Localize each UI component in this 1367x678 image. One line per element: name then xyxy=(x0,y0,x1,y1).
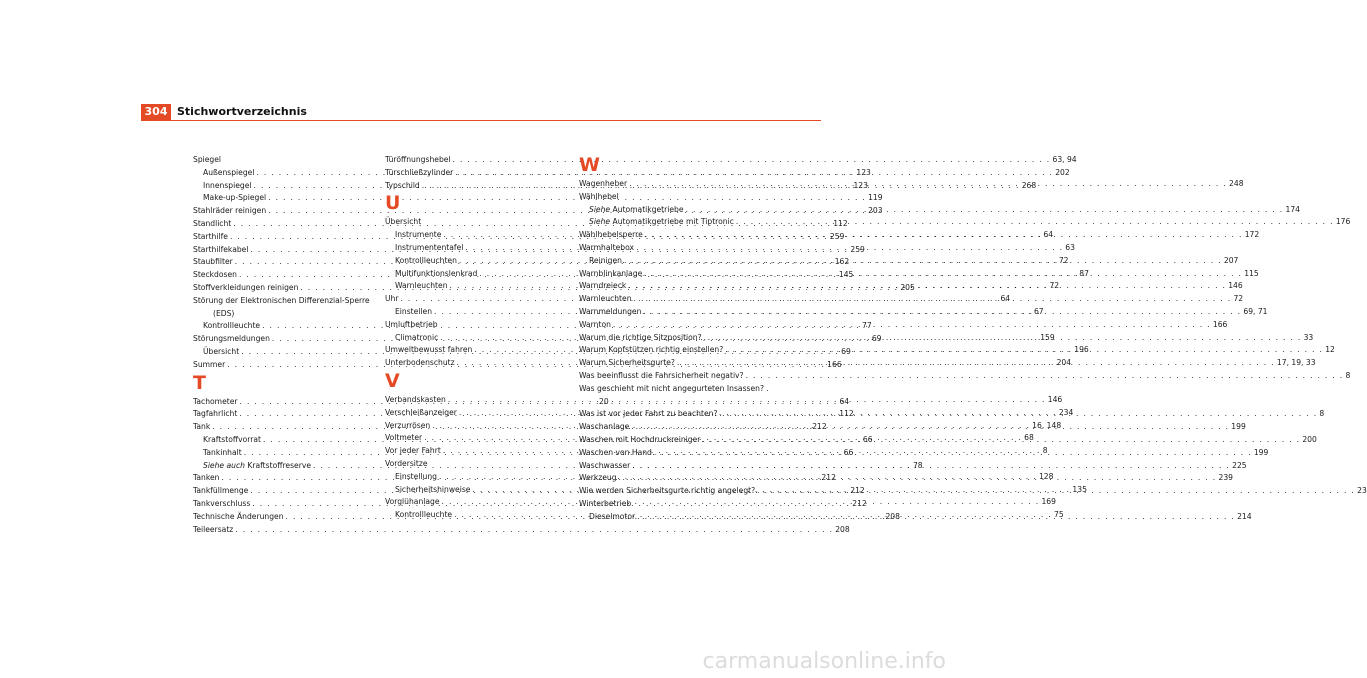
entry-term xyxy=(193,244,248,257)
entry-term xyxy=(193,485,248,498)
entry-term-text: Starthilfekabel xyxy=(193,244,249,254)
index-group-heading: Störung der Elektronischen Differenzial-Sperre xyxy=(193,295,370,305)
entry-term xyxy=(385,432,422,445)
entry-term xyxy=(589,511,635,524)
entry-term xyxy=(395,268,477,281)
index-group-heading: Wählhebel xyxy=(579,191,619,201)
entry-term xyxy=(579,447,652,460)
entry-page-number: 199 xyxy=(1231,422,1246,432)
entry-term xyxy=(385,180,420,193)
dot-leader xyxy=(630,460,1232,473)
entry-page-number: 8 xyxy=(1345,370,1351,380)
index-wrapped-line: 20 xyxy=(599,396,609,406)
entry-term xyxy=(385,293,399,306)
entry-term-text: Warnblinkanlage xyxy=(579,268,643,278)
dot-leader xyxy=(675,357,1277,370)
entry-page-number: 72 xyxy=(1049,281,1060,291)
entry-page-number: 202 xyxy=(1055,167,1070,177)
entry-page-number: 72 xyxy=(1233,294,1244,304)
entry-page-number: 123 xyxy=(853,180,868,190)
entry-term-text: Starthilfe xyxy=(193,231,228,241)
entry-term xyxy=(579,370,744,383)
entry-term-text: Steckdosen xyxy=(193,270,237,280)
entry-term-text: Stahlräder reinigen xyxy=(193,206,267,216)
entry-page-number: 166 xyxy=(1212,319,1228,329)
entry-page-number: 169 xyxy=(1041,497,1056,507)
entry-term-text: Multifunktionslenkrad xyxy=(395,268,478,278)
entry-term-text: Außenspiegel xyxy=(203,167,255,177)
entry-term-text: Dieselmotor xyxy=(589,511,636,521)
entry-term xyxy=(193,359,225,372)
entry-term-text: Umweltbewusst fahren xyxy=(385,345,473,355)
entry-term-text: Uhr xyxy=(385,294,399,304)
entry-term xyxy=(203,434,261,447)
entry-page-number: 69 xyxy=(871,334,882,344)
entry-page-number: 212 xyxy=(850,486,865,496)
entry-term-text: Unterbodenschutz xyxy=(385,358,455,368)
index-group-heading: Spiegel xyxy=(193,155,222,164)
index-group-heading: Übersicht xyxy=(385,217,422,227)
entry-page-number: 234 xyxy=(1058,407,1074,417)
entry-term-text: Verschleißanzeiger xyxy=(385,407,457,417)
entry-term xyxy=(579,178,627,191)
entry-term-text: Einstellen xyxy=(395,306,433,316)
entry-term-text: Tankinhalt xyxy=(203,447,242,457)
entry-page-number: 199 xyxy=(1253,447,1269,457)
dot-leader xyxy=(702,332,1304,345)
entry-term xyxy=(395,332,438,345)
header-rule xyxy=(141,120,821,121)
entry-term xyxy=(579,421,629,434)
entry-term-text: Warum die richtige Sitzposition? xyxy=(579,332,702,342)
entry-term-text: Technische Änderungen xyxy=(193,511,284,521)
entry-page-number: 33 xyxy=(1303,332,1314,342)
entry-page-number: 208 xyxy=(835,524,850,534)
entry-page-number: 174 xyxy=(1285,204,1300,214)
entry-term-text: Was beeinflusst die Fahrsicherheit negativ? xyxy=(579,370,744,380)
entry-term-text: Waschwasser xyxy=(579,460,631,470)
entry-page-number: 64 xyxy=(1000,294,1011,304)
dot-leader xyxy=(629,421,1231,434)
entry-term xyxy=(579,268,642,281)
entry-term xyxy=(193,524,233,537)
entry-term-text: Vorglühanlage xyxy=(385,497,440,507)
dot-leader xyxy=(627,178,1229,191)
entry-page-number: 207 xyxy=(1223,255,1239,265)
entry-term xyxy=(579,229,643,242)
entry-page-number: 8 xyxy=(1319,409,1325,419)
entry-page-number: 72 xyxy=(1058,255,1069,265)
entry-term xyxy=(193,472,219,485)
index-letter-heading: V xyxy=(385,369,400,392)
entry-term xyxy=(385,445,441,458)
entry-term-text: Automatikgetriebe mit Tiptronic xyxy=(612,217,734,227)
entry-page-number: 212 xyxy=(821,473,836,483)
entry-term xyxy=(385,344,472,357)
entry-term-text: Vor jeder Fahrt xyxy=(385,446,441,456)
entry-page-number: 67 xyxy=(1033,306,1044,316)
entry-term xyxy=(193,256,233,269)
entry-term xyxy=(579,319,611,332)
dot-leader xyxy=(643,229,1245,242)
entry-page-number: 172 xyxy=(1244,230,1260,240)
entry-term-text: Was ist vor jeder Fahrt zu beachten? xyxy=(579,409,718,419)
entry-term xyxy=(385,357,455,370)
entry-term xyxy=(395,229,441,242)
entry-term-text: Voltmeter xyxy=(385,433,423,443)
entry-term-text: Instrumententafel xyxy=(395,242,464,252)
entry-page-number: 112 xyxy=(833,218,848,228)
entry-term xyxy=(193,282,298,295)
index-entry xyxy=(193,524,850,537)
entry-term xyxy=(579,344,723,357)
entry-page-number: 162 xyxy=(834,257,850,267)
index-entry xyxy=(385,154,1077,167)
entry-term xyxy=(203,320,260,333)
entry-term-text: Waschen mit Hochdruckreiniger xyxy=(579,434,701,444)
entry-term xyxy=(385,407,457,420)
entry-page-number: 204 xyxy=(1056,358,1072,368)
entry-page-number: 66 xyxy=(862,434,873,444)
entry-term-text: Kontrollleuchte xyxy=(395,510,453,520)
entry-page-number: 225 xyxy=(1232,460,1247,470)
dot-leader xyxy=(755,485,1357,498)
entry-term xyxy=(385,394,446,407)
index-wrapped-line: (EDS) xyxy=(213,308,235,318)
entry-term xyxy=(203,346,239,359)
entry-page-number: 214 xyxy=(1237,511,1252,521)
entry-term-text: Make-up-Spiegel xyxy=(203,193,267,203)
entry-term xyxy=(579,434,700,447)
entry-term xyxy=(589,216,734,229)
entry-term-text: Standlicht xyxy=(193,218,232,228)
entry-page-number: 200 xyxy=(1302,434,1317,444)
entry-term xyxy=(203,447,242,460)
entry-term-text: Einstellung xyxy=(395,471,437,481)
entry-term-text: Sicherheitshinweise xyxy=(395,484,471,494)
entry-term xyxy=(385,154,451,167)
entry-page-number: 64 xyxy=(1043,230,1054,240)
dot-leader xyxy=(652,447,1254,460)
entry-term xyxy=(395,484,470,497)
dot-leader xyxy=(635,511,1237,524)
entry-term xyxy=(385,420,430,433)
entry-term xyxy=(395,255,457,268)
dot-leader xyxy=(734,216,1336,229)
entry-term xyxy=(589,255,622,268)
entry-term-text: Verzurrösen xyxy=(385,420,431,430)
entry-page-number: 8 xyxy=(1042,446,1048,456)
entry-page-number: 87 xyxy=(1079,268,1089,278)
entry-page-number: 203 xyxy=(868,206,883,216)
index-group-heading: Umluftbetrieb xyxy=(385,319,438,329)
entry-term-text: Tankverschluss xyxy=(193,498,251,508)
entry-term-text: Waschanlage xyxy=(579,422,630,432)
entry-page-number: 69, 71 xyxy=(1243,306,1268,316)
entry-term xyxy=(579,472,617,485)
entry-page-number: 23 xyxy=(1357,486,1367,496)
entry-term xyxy=(589,204,684,217)
entry-term-text: Climatronic xyxy=(395,332,439,342)
entry-term-text: Tanken xyxy=(193,473,220,483)
entry-page-number: 115 xyxy=(1244,268,1259,278)
dot-leader xyxy=(611,319,1213,332)
dot-leader xyxy=(233,524,835,537)
entry-page-number: 146 xyxy=(1228,281,1243,291)
entry-term-text: Summer xyxy=(193,359,226,369)
entry-page-number: 146 xyxy=(1047,394,1063,404)
entry-term-text: Kontrollleuchte xyxy=(203,321,261,331)
entry-term-text: Kraftstoffreserve xyxy=(247,460,312,470)
index-letter-heading: T xyxy=(193,371,206,394)
entry-term-text: Verbandskasten xyxy=(385,394,446,404)
entry-term-text: Übersicht xyxy=(203,346,240,356)
entry-page-number: 112 xyxy=(839,409,854,419)
entry-term xyxy=(193,396,238,409)
entry-term-text: Teileersatz xyxy=(193,524,234,534)
entry-term xyxy=(203,192,266,205)
entry-page-number: 205 xyxy=(900,282,915,292)
entry-term-text: Warum Sicherheitsgurte? xyxy=(579,358,675,368)
entry-page-number: 176 xyxy=(1335,217,1351,227)
dot-leader xyxy=(463,242,1065,255)
entry-term-text: Warnmeldungen xyxy=(579,306,642,316)
index-group-heading: Vordersitze xyxy=(385,458,428,468)
entry-reference-prefix: Siehe xyxy=(589,217,611,227)
entry-term xyxy=(193,333,270,346)
entry-term-text: Automatikgetriebe xyxy=(612,204,684,214)
entry-page-number: 166 xyxy=(827,359,842,369)
entry-page-number: 128 xyxy=(1038,471,1054,481)
entry-page-number: 212 xyxy=(852,498,867,508)
entry-term xyxy=(203,460,311,473)
entry-term xyxy=(203,180,252,193)
entry-page-number: 208 xyxy=(885,511,900,521)
entry-page-number: 75 xyxy=(1054,510,1064,520)
dot-leader xyxy=(642,268,1244,281)
entry-term-text: Wie werden Sicherheitsgurte richtig angelegt? xyxy=(579,486,756,496)
entry-term xyxy=(203,167,254,180)
entry-page-number: 212 xyxy=(812,422,827,432)
entry-term xyxy=(385,167,453,180)
entry-term-text: Tankfüllmenge xyxy=(193,486,249,496)
page-title: Stichwortverzeichnis xyxy=(177,105,307,118)
entry-term xyxy=(395,242,463,255)
entry-term-text: Stoffverkleidungen reinigen xyxy=(193,282,299,292)
entry-term xyxy=(193,511,284,524)
entry-page-number: 12 xyxy=(1325,345,1335,355)
entry-term-text: Wagenheber xyxy=(579,179,628,188)
entry-page-number: 248 xyxy=(1229,179,1244,188)
index-group-heading: Winterbetrieb xyxy=(579,498,632,508)
entry-page-number: 77 xyxy=(862,321,872,331)
entry-term xyxy=(395,471,437,484)
dot-leader xyxy=(717,408,1319,421)
watermark: carmanualsonline.info xyxy=(702,649,946,674)
dot-leader xyxy=(700,434,1302,447)
entry-term xyxy=(395,509,452,522)
entry-page-number: 69 xyxy=(841,346,851,356)
entry-term xyxy=(579,293,632,306)
entry-term xyxy=(579,408,717,421)
dot-leader xyxy=(684,204,1286,217)
entry-term-text: Warnleuchten xyxy=(395,281,448,291)
entry-term xyxy=(579,460,630,473)
entry-term-text: Tank xyxy=(193,422,211,432)
entry-term xyxy=(395,280,448,293)
index-entry xyxy=(579,370,1351,383)
entry-page-number: 159 xyxy=(1040,332,1055,342)
entry-term-text: Tagfahrlicht xyxy=(193,409,238,419)
entry-term xyxy=(193,269,237,282)
dot-leader xyxy=(744,370,1346,383)
entry-term-text: Türöffnungshebel xyxy=(385,155,451,164)
index-letter-heading: W xyxy=(579,154,600,176)
entry-term xyxy=(385,496,440,509)
entry-term xyxy=(193,205,266,218)
entry-term-text: Werkzeug xyxy=(579,473,617,483)
entry-term xyxy=(193,218,231,231)
entry-term-text: Typschild xyxy=(385,180,420,190)
entry-term xyxy=(579,332,702,345)
entry-page-number: 145 xyxy=(838,270,854,280)
entry-page-number: 17, 19, 33 xyxy=(1276,358,1316,368)
dot-leader xyxy=(617,472,1219,485)
dot-leader xyxy=(723,344,1325,357)
entry-term xyxy=(579,306,641,319)
index-letter-heading: U xyxy=(385,192,401,215)
entry-term xyxy=(579,280,626,293)
entry-term xyxy=(193,231,228,244)
entry-term-text: Kontrollleuchten xyxy=(395,255,457,265)
entry-page-number: 268 xyxy=(1021,180,1037,190)
entry-term-text: Waschen von Hand xyxy=(579,447,652,457)
entry-term-text: Reinigen xyxy=(589,255,622,265)
entry-term-text: Wählhebelsperre xyxy=(579,230,643,240)
entry-page-number: 63 xyxy=(1065,242,1075,252)
entry-page-number: 63, 94 xyxy=(1052,155,1077,164)
index-group-heading: Was geschieht mit nicht angegurteten Insassen? . xyxy=(579,383,769,393)
entry-page-number: 78 xyxy=(912,460,923,470)
entry-term-text: Warndreieck xyxy=(579,281,627,291)
dot-leader xyxy=(622,255,1224,268)
entry-page-number: 123 xyxy=(856,167,871,177)
entry-term xyxy=(193,408,237,421)
entry-term-text: Türschließzylinder xyxy=(385,167,454,177)
entry-term-text: Störungsmeldungen xyxy=(193,334,270,344)
entry-page-number: 259 xyxy=(850,244,865,254)
entry-term-text: Innenspiegel xyxy=(203,180,252,190)
entry-page-number: 259 xyxy=(829,231,845,241)
dot-leader xyxy=(641,306,1243,319)
dot-leader xyxy=(632,293,1234,306)
entry-page-number: 64 xyxy=(839,396,850,406)
entry-term-text: Kraftstoffvorrat xyxy=(203,434,261,444)
dot-leader xyxy=(626,280,1228,293)
entry-page-number: 196 xyxy=(1074,345,1089,355)
entry-reference-prefix: Siehe auch xyxy=(203,460,245,470)
entry-term-text: Tachometer xyxy=(193,396,238,406)
index-group-heading: Warmhaltebox xyxy=(579,242,635,252)
entry-page-number: 66 xyxy=(843,447,854,457)
entry-term xyxy=(395,306,432,319)
entry-term xyxy=(579,485,755,498)
entry-page-number: 239 xyxy=(1218,473,1233,483)
page-number-badge: 304 xyxy=(141,104,171,120)
entry-page-number: 16, 148 xyxy=(1032,420,1062,430)
entry-term xyxy=(193,498,250,511)
entry-reference-prefix: Siehe xyxy=(589,204,611,214)
entry-page-number: 68 xyxy=(1024,433,1034,443)
entry-term-text: Warnleuchten xyxy=(579,294,632,304)
entry-term-text: Warnton xyxy=(579,319,611,329)
entry-term xyxy=(579,357,675,370)
entry-term-text: Staubfilter xyxy=(193,257,233,267)
entry-page-number: 119 xyxy=(868,193,883,203)
entry-term-text: Instrumente xyxy=(395,230,442,240)
entry-term-text: Warum Kopfstützen richtig einstellen? xyxy=(579,345,724,355)
entry-term xyxy=(193,421,210,434)
entry-page-number: 135 xyxy=(1072,484,1087,494)
